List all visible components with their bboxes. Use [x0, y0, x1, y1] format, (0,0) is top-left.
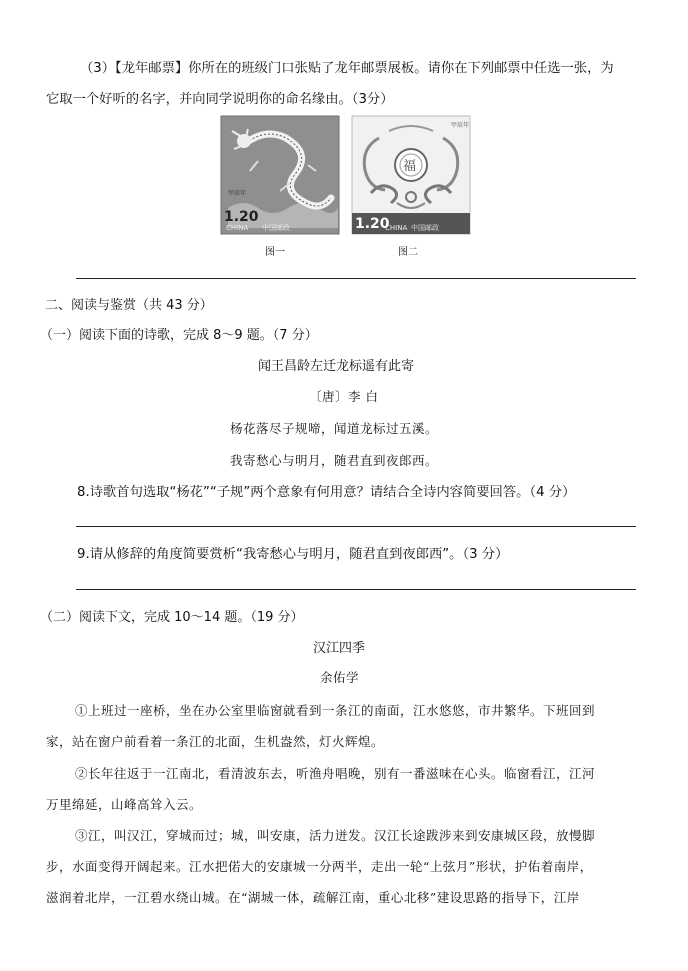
q3-line1: （3）【龙年邮票】你所在的班级门口张贴了龙年邮票展板。请你在下列邮票中任选一张，为 [80, 61, 614, 76]
article-author: 余佑学 [320, 670, 360, 685]
stamp2-value: 1.20 [355, 216, 390, 232]
stamp-dragon-2 [349, 113, 473, 237]
stamp1-value: 1.20 [224, 209, 259, 225]
article-title: 汉江四季 [313, 641, 366, 656]
question-8: 8.诗歌首句选取“杨花”“子规”两个意象有何用意？请结合全诗内容简要回答。（4 分） [77, 485, 576, 500]
paragraph-3-line-3: 滋润着北岸，一江碧水绕山城。在“湖城一体，疏解江南，重心北移”建设思路的指导下，江岸 [46, 890, 580, 905]
stamp1-year: 甲辰年 [228, 190, 247, 197]
stamp-dragon-1 [218, 113, 342, 237]
stamp2-country: CHINA [385, 224, 408, 232]
answer-line-q3[interactable] [76, 278, 636, 279]
paragraph-3-line-1: ③江，叫汉江，穿城而过；城，叫安康，活力迸发。汉江长途跋涉来到安康城区段，放慢脚 [75, 828, 596, 843]
paragraph-3-line-2: 步，水面变得开阔起来。江水把偌大的安康城一分两半，走出一轮“上弦月”形状，护佑着南岸， [46, 859, 593, 874]
paragraph-1-line-2: 家，站在窗户前看着一条江的北面，生机盎然，灯火辉煌。 [46, 734, 385, 749]
stamp2-post: 中国邮政 [411, 224, 439, 232]
poem-author: 〔唐〕李 白 [309, 389, 379, 404]
paragraph-2-line-1: ②长年往返于一江南北，看清波东去，听渔舟唱晚，别有一番滋味在心头。临窗看江，江河 [75, 766, 596, 781]
poem-line-2: 我寄愁心与明月，随君直到夜郎西。 [230, 453, 439, 468]
poem-title: 闻王昌龄左迁龙标遥有此寄 [258, 359, 415, 374]
stamp2-caption: 图二 [398, 247, 418, 258]
paragraph-2-line-2: 万里绵延，山峰高耸入云。 [46, 797, 203, 812]
paragraph-1-line-1: ①上班过一座桥，坐在办公室里临窗就看到一条江的南面，江水悠悠，市井繁华。下班回到 [75, 703, 596, 718]
stamp2-year: 甲辰年 [451, 122, 470, 129]
stamp1-country: CHINA [226, 224, 249, 232]
answer-line-q9[interactable] [76, 589, 636, 590]
part1-intro: （一）阅读下面的诗歌，完成 8～9 题。（7 分） [40, 328, 318, 343]
section2-title: 二、阅读与鉴赏（共 43 分） [45, 298, 213, 313]
stamp1-post: 中国邮政 [262, 224, 290, 232]
poem-line-1: 杨花落尽子规啼，闻道龙标过五溪。 [230, 421, 439, 436]
part2-intro: （二）阅读下文，完成 10～14 题。（19 分） [40, 610, 304, 625]
answer-line-q8[interactable] [76, 526, 636, 527]
stamp2-fu-char: 福 [403, 159, 417, 174]
q3-line2: 它取一个好听的名字，并向同学说明你的命名缘由。（3分） [46, 92, 394, 107]
question-9: 9.请从修辞的角度简要赏析“我寄愁心与明月，随君直到夜郎西”。（3 分） [77, 547, 509, 562]
stamp1-caption: 图一 [265, 247, 285, 258]
